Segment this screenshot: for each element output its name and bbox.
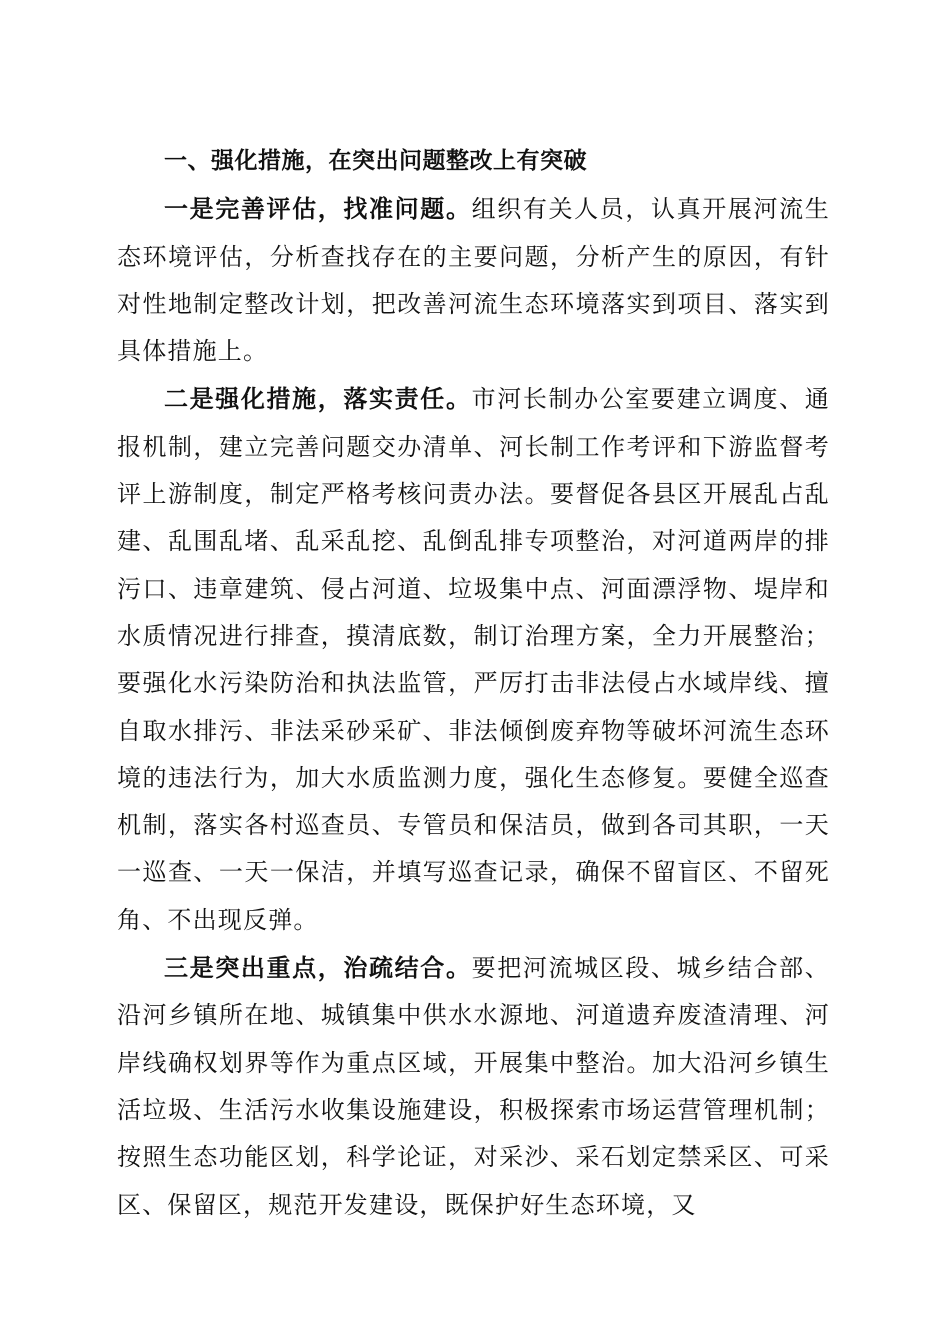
paragraph-3-body: 要把河流城区段、城乡结合部、沿河乡镇所在地、城镇集中供水水源地、河道遗弃废渣清理、河岸线确权划界等作为重点区域，开展集中整治。加大沿河乡镇生活垃圾、生活污水收集设施建设，积极探索市场运营管理机制；按照生态功能区划，科学论证，对采沙、采石划定禁采区、可采区、保留区，规范开发建设，既保护好生态环境，又 (117, 954, 830, 1219)
paragraph-2-body: 市河长制办公室要建立调度、通报机制，建立完善问题交办清单、河长制工作考评和下游监督考评上游制度，制定严格考核问责办法。要督促各县区开展乱占乱建、乱围乱堵、乱采乱挖、乱倒乱排专项整治，对河道两岸的排污口、违章建筑、侵占河道、垃圾集中点、河面漂浮物、堤岸和水质情况进行排查，摸清底数，制订治理方案，全力开展整治；要强化水污染防治和执法监管，严厉打击非法侵占水域岸线、擅自取水排污、非法采砂采矿、非法倾倒废弃物等破坏河流生态环境的违法行为，加大水质监测力度，强化生态修复。要健全巡查机制，落实各村巡查员、专管员和保洁员，做到各司其职，一天一巡查、一天一保洁，并填写巡查记录，确保不留盲区、不留死角、不出现反弹。 (117, 385, 830, 934)
paragraph-2-lead: 二是强化措施，落实责任。 (164, 384, 472, 414)
paragraph-3-lead: 三是突出重点，治疏结合。 (164, 953, 472, 983)
section-heading: 一、强化措施，在突出问题整改上有突破 (164, 148, 587, 174)
paragraph-2 (117, 375, 830, 944)
document-body (117, 138, 830, 1229)
paragraph-1-lead: 一是完善评估，找准问题。 (164, 194, 472, 224)
paragraph-1-body: 组织有关人员，认真开展河流生态环境评估，分析查找存在的主要问题，分析产生的原因，有针对性地制定整改计划，把改善河流生态环境落实到项目、落实到具体措施上。 (117, 195, 830, 366)
paragraph-3 (117, 944, 830, 1229)
paragraph-1 (117, 185, 830, 375)
